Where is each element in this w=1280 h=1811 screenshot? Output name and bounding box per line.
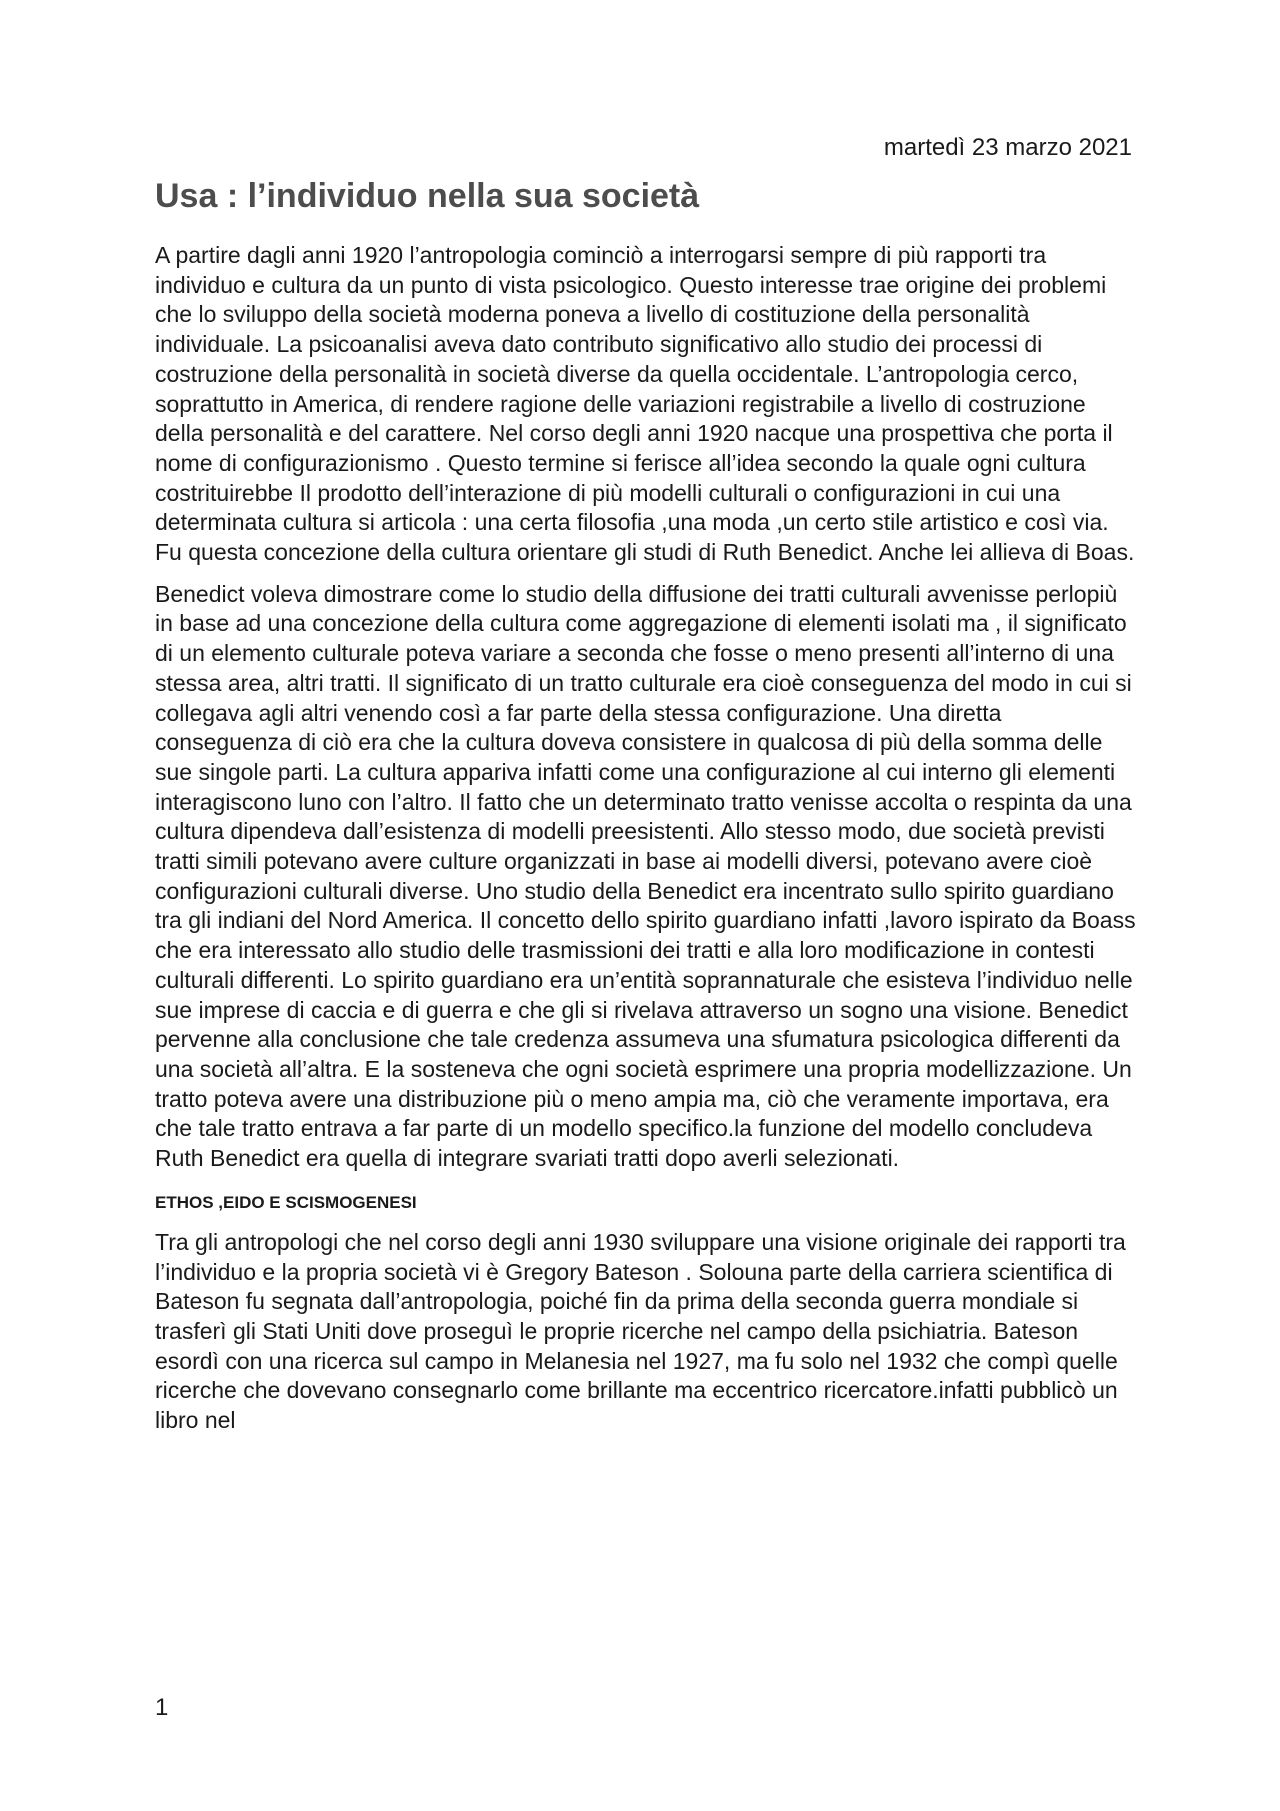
document-date: martedì 23 marzo 2021 [883,134,1132,161]
section-heading: ETHOS ,EIDO E SCISMOGENESI [155,1192,417,1212]
paragraph-configurazionismo: A partire dagli anni 1920 l’antropologia cominciò a interrogarsi sempre di più rapporti tra individuo e cultura da un punto di vista psicologico. Questo interesse trae origine dei problemi che lo sviluppo della società moderna poneva a livello di costituzione della personalità individuale. La psicoanalisi aveva dato contributo significativo allo studio dei processi di costruzione della personalità in società diverse da quella occidentale. L’antropologia cerco, soprattutto in America, di rendere ragione delle variazioni registrabile a livello di costruzione della personalità e del carattere. Nel corso degli anni 1920 nacque una prospettiva che porta il nome di configurazionismo . Questo termine si ferisce all’idea secondo la quale ogni cultura costrituirebbe Il prodotto dell’interazione di più modelli culturali o configurazioni in cui una determinata cultura si articola : una certa filosofia ,una moda ,un certo stile artistico e così via. Fu questa concezione della cultura orientare gli studi di Ruth Benedict. Anche lei allieva di Boas. [155,242,1135,566]
document-title: Usa : l’individuo nella sua società [155,177,700,215]
page-number: 1 [155,1694,169,1721]
document-content [155,175,1140,1448]
paragraph-benedict: Benedict voleva dimostrare come lo studio della diffusione dei tratti culturali avvenisse perlopiù in base ad una concezione della cultura come aggregazione di elementi isolati ma , il significato di un elemento culturale poteva variare a seconda che fosse o meno presenti all’interno di una stessa area, altri tratti. Il significato di un tratto culturale era cioè conseguenza del modo in cui si collegava agli altri venendo così a far parte della stessa configurazione. Una diretta conseguenza di ciò era che la cultura doveva consistere in qualcosa di più della somma delle sue singole parti. La cultura appariva infatti come una configurazione al cui interno gli elementi interagiscono luno con l’altro. Il fatto che un determinato tratto venisse accolta o respinta da una cultura dipendeva dall’esistenza di modelli preesistenti. Allo stesso modo, due società previsti tratti simili potevano avere culture organizzati in base ai modelli diversi, potevano avere cioè configurazioni culturali diverse. Uno studio della Benedict era incentrato sullo spirito guardiano tra gli indiani del Nord America. Il concetto dello spirito guardiano infatti ,lavoro ispirato da Boass che era interessato allo studio delle trasmissioni dei tratti e alla loro modificazione in contesti culturali differenti. Lo spirito guardiano era un’entità soprannaturale che esisteva l’individuo nelle sue imprese di caccia e di guerra e che gli si rivelava attraverso un sogno una visione. Benedict pervenne alla conclusione che tale credenza assumeva una sfumatura psicologica differenti da una società all’altra. E la sosteneva che ogni società esprimere una propria modellizzazione. Un tratto poteva avere una distribuzione più o meno ampia ma, ciò che veramente importava, era che tale tratto entrava a far parte di un modello specifico.la funzione del modello concludeva Ruth Benedict era quella di integrare svariati tratti dopo averli selezionati. [155,580,1136,1172]
paragraph-bateson: Tra gli antropologi che nel corso degli anni 1930 sviluppare una visione originale dei rapporti tra l’individuo e la propria società vi è Gregory Bateson . Solouna parte della carriera scientifica di Bateson fu segnata dall’antropologia, poiché fin da prima della seconda guerra mondiale si trasferì gli Stati Uniti dove proseguì le proprie ricerche nel campo della psichiatria. Bateson esordì con una ricerca sul campo in Melanesia nel 1927, ma fu solo nel 1932 che compì quelle ricerche che dovevano consegnarlo come brillante ma eccentrico ricercatore.infatti pubblicò un libro nel [155,1228,1126,1434]
